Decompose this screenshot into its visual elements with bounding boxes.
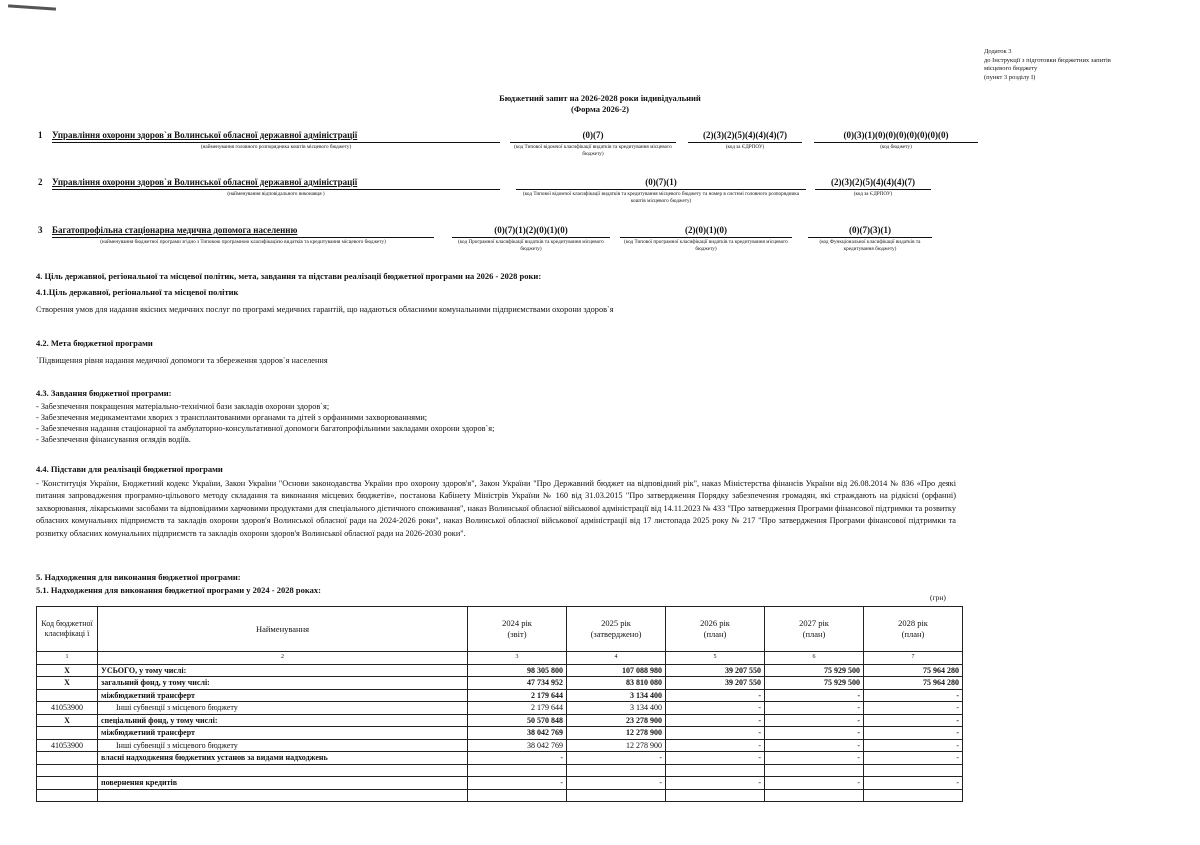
cell-code <box>37 752 98 765</box>
table-header-row <box>37 607 963 652</box>
cell-2024 <box>468 764 567 777</box>
table-row <box>37 677 963 690</box>
header-2025 <box>567 607 666 652</box>
cell-name <box>98 764 468 777</box>
row1-name-block <box>52 130 500 151</box>
cell-2028: - <box>864 777 963 790</box>
document-title <box>0 93 1200 115</box>
cell-code <box>37 764 98 777</box>
cell-2026: - <box>666 739 765 752</box>
cell-2028: 75 964 280 <box>864 677 963 690</box>
cell-2027: - <box>765 714 864 727</box>
cell-2026: 39 207 550 <box>666 677 765 690</box>
row3-typical-code: (2)(0)(1)(0) <box>620 225 792 238</box>
table-row <box>37 739 963 752</box>
task-item: - Забезпечення покращення матеріально-технічної бази закладів охорони здоров`я; <box>36 402 330 411</box>
row1-budget-code-caption: (код бюджету) <box>880 144 912 150</box>
appendix-line-3: місцевого бюджету <box>984 65 1038 72</box>
cell-2026: - <box>666 752 765 765</box>
row2-edrpou: (2)(3)(2)(5)(4)(4)(4)(7) <box>815 177 931 190</box>
cell-2027: - <box>765 689 864 702</box>
title-form: (Форма 2026-2) <box>571 104 629 114</box>
cell-2027: 75 929 500 <box>765 677 864 690</box>
cell-name: повернення кредитів <box>98 777 468 790</box>
header-2028-year: 2028 рік <box>898 618 928 628</box>
row3-name-block <box>52 225 434 246</box>
row2-name-block <box>52 177 500 198</box>
col-num-7: 7 <box>864 652 963 665</box>
header-2027-year: 2027 рік <box>799 618 829 628</box>
table-row <box>37 777 963 790</box>
table-row <box>37 664 963 677</box>
cell-code <box>37 777 98 790</box>
cell-2027: - <box>765 702 864 715</box>
col-num-1: 1 <box>37 652 98 665</box>
section42-heading: 4.2. Мета бюджетної програми <box>36 338 153 348</box>
table-row <box>37 752 963 765</box>
cell-2026: 39 207 550 <box>666 664 765 677</box>
col-num-3: 3 <box>468 652 567 665</box>
scan-mark <box>8 4 56 10</box>
row1-edrpou-caption: (код за ЄДРПОУ) <box>725 144 765 150</box>
header-2024-status: (звіт) <box>507 629 527 639</box>
cell-2025: 3 134 400 <box>567 689 666 702</box>
appendix-line-2: до Інструкції з підготовки бюджетних запитів <box>984 56 1111 64</box>
col-num-2: 2 <box>98 652 468 665</box>
cell-2026: - <box>666 702 765 715</box>
cell-2027 <box>765 789 864 802</box>
row3-typical-code-caption: (код Типової програмної класифікації видатків та кредитування місцевого бюджету) <box>624 239 788 252</box>
cell-2024: 2 179 644 <box>468 689 567 702</box>
column-number-row <box>37 652 963 665</box>
row3-program-code: (0)(7)(1)(2)(0)(1)(0) <box>452 225 610 238</box>
cell-2024: - <box>468 777 567 790</box>
section44-text: - 'Конституція України, Бюджетний кодекс України, Закон України "Основи законодавства України про охорону здоров'я", Закон України "Про Державний бюджет на відповідний рік", наказ Міністерства фінансів України від 26.08.2014 № 836 «Про деякі питання запровадження програмно-цільового методу складання та виконання місцевих бюджетів», постанова Кабінету Міністрів України № 160 від 31.03.2015 "Про затвердження Порядку забезпечення громадян, які страждають на рідкісні (орфанні) захворювання, лікарськими засобами та відповідними харчовими продуктами для спеціального дієтичного споживання", наказ Волинської обласної військової адміністрації від 14.11.2023 № 433 "Про затвердження Програми фінансової підтримки та розвитку обласних комунальних підприємств та закладів охорони здоров'я Волинської обласної ради на 2024-2026 роки", наказ Волинської обласної військової адміністрації від 17 листопада 2025 року № 217 "Про затвердження Програми фінансової підтримки та розвитку обласних комунальних підприємств та закладів охорони здоров'я Волинської обласної ради на 2026-2030 роки". <box>36 479 956 538</box>
table-row <box>37 727 963 740</box>
appendix-note <box>984 48 1184 82</box>
header-2027 <box>765 607 864 652</box>
row1-edrpou-block <box>688 130 802 151</box>
cell-2026 <box>666 764 765 777</box>
row2-code-block <box>516 177 806 205</box>
row2-edrpou-caption: (код за ЄДРПОУ) <box>853 191 893 197</box>
row3-typical-code-block <box>620 225 792 253</box>
header-2028 <box>864 607 963 652</box>
cell-2025: 83 810 080 <box>567 677 666 690</box>
row1-name-caption: (найменування головного розпорядника коштів місцевого бюджету) <box>200 144 352 150</box>
cell-2024: 98 305 800 <box>468 664 567 677</box>
cell-2025: - <box>567 752 666 765</box>
cell-2024: - <box>468 752 567 765</box>
header-2026-status: (план) <box>703 629 727 639</box>
row1-code-caption: (код Типової відомчої класифікації видатків та кредитування місцевого бюджету) <box>514 144 672 157</box>
row1-number: 1 <box>38 130 43 140</box>
cell-2026: - <box>666 777 765 790</box>
cell-2024 <box>468 789 567 802</box>
cell-2025: 12 278 900 <box>567 727 666 740</box>
cell-2028 <box>864 764 963 777</box>
row1-budget-code-block <box>814 130 978 151</box>
section41-text: Створення умов для надання якісних медичних послуг по програмі медичних гарантій, що надаються обласними комунальними підприємствами охорони здоров`я <box>36 305 614 314</box>
col-num-6: 6 <box>765 652 864 665</box>
row1-code: (0)(7) <box>510 130 676 143</box>
cell-2026: - <box>666 727 765 740</box>
cell-2027 <box>765 764 864 777</box>
appendix-line-1: Додаток 3 <box>984 48 1012 55</box>
row1-code-block <box>510 130 676 158</box>
cell-2024: 50 570 848 <box>468 714 567 727</box>
header-2024-year: 2024 рік <box>502 618 532 628</box>
section51-heading: 5.1. Надходження для виконання бюджетної програми у 2024 - 2028 роках: <box>36 585 321 595</box>
header-2026 <box>666 607 765 652</box>
cell-2024: 47 734 952 <box>468 677 567 690</box>
cell-name <box>98 789 468 802</box>
row3-name: Багатопрофільна стаціонарна медична допомога населенню <box>52 225 434 238</box>
cell-name: міжбюджетний трансферт <box>98 727 468 740</box>
row2-number: 2 <box>38 177 43 187</box>
row2-name: Управління охорони здоров`я Волинської обласної державної адміністрації <box>52 177 500 190</box>
header-2024 <box>468 607 567 652</box>
cell-name: спеціальний фонд, у тому числі: <box>98 714 468 727</box>
cell-code <box>37 727 98 740</box>
header-2025-year: 2025 рік <box>601 618 631 628</box>
row3-name-caption: (найменування бюджетної програми згідно з Типовою програмною класифікацією видатків та кредитування місцевого бюджету) <box>100 239 386 245</box>
cell-2026: - <box>666 689 765 702</box>
cell-2028: - <box>864 702 963 715</box>
section4-heading: 4. Ціль державної, регіональної та місцевої політик, мета, завдання та підстави реалізації бюджетної програми на 2026 - 2028 роки: <box>36 271 542 281</box>
cell-2027: - <box>765 777 864 790</box>
header-2027-status: (план) <box>802 629 826 639</box>
row2-code-caption: (код Типової відомчої класифікації видатків та кредитування місцевого бюджету та номер в системі головного розпорядника коштів місцевого бюджету) <box>522 191 800 204</box>
cell-2025 <box>567 789 666 802</box>
cell-2028 <box>864 789 963 802</box>
cell-2026: - <box>666 714 765 727</box>
cell-2027: - <box>765 727 864 740</box>
cell-code: 41053900 <box>37 702 98 715</box>
col-num-4: 4 <box>567 652 666 665</box>
section43-task-list <box>36 401 494 445</box>
cell-2028: - <box>864 689 963 702</box>
cell-2028: - <box>864 714 963 727</box>
appendix-line-4: (пункт 3 розділу I) <box>984 73 1036 81</box>
cell-2025: 3 134 400 <box>567 702 666 715</box>
header-name: Найменування <box>98 607 468 652</box>
cell-name: Інші субвенції з місцевого бюджету <box>98 739 468 752</box>
section42-text: `Підвищення рівня надання медичної допомоги та збереження здоров`я населення <box>36 356 328 365</box>
cell-code: 41053900 <box>37 739 98 752</box>
cell-2025: - <box>567 777 666 790</box>
section44-heading: 4.4. Підстави для реалізації бюджетної програми <box>36 464 223 474</box>
cell-2028: 75 964 280 <box>864 664 963 677</box>
cell-2027: - <box>765 752 864 765</box>
section5-heading: 5. Надходження для виконання бюджетної програми: <box>36 572 241 582</box>
cell-code <box>37 789 98 802</box>
cell-2028: - <box>864 739 963 752</box>
row1-budget-code: (0)(3)(1)(0)(0)(0)(0)(0)(0)(0) <box>814 130 978 143</box>
header-2026-year: 2026 рік <box>700 618 730 628</box>
table-row <box>37 702 963 715</box>
row2-code: (0)(7)(1) <box>516 177 806 190</box>
cell-2025 <box>567 764 666 777</box>
title-main: Бюджетний запит на 2026-2028 роки індивідуальний <box>499 93 701 103</box>
table-row <box>37 789 963 802</box>
cell-2028: - <box>864 752 963 765</box>
row2-edrpou-block <box>815 177 931 198</box>
row3-program-code-block <box>452 225 610 253</box>
cell-code <box>37 689 98 702</box>
cell-2028: - <box>864 727 963 740</box>
cell-2024: 38 042 769 <box>468 727 567 740</box>
cell-2024: 38 042 769 <box>468 739 567 752</box>
cell-name: Інші субвенції з місцевого бюджету <box>98 702 468 715</box>
cell-2027: 75 929 500 <box>765 664 864 677</box>
table-row <box>37 689 963 702</box>
task-item: - Забезпечення медикаментами хворих з трансплантованими органами та дітей з орфанними захворюваннями; <box>36 413 428 422</box>
row3-number: 3 <box>38 225 43 235</box>
currency-unit: (грн) <box>930 593 946 602</box>
header-2025-status: (затверджено) <box>590 629 642 639</box>
cell-2024: 2 179 644 <box>468 702 567 715</box>
cell-2026 <box>666 789 765 802</box>
task-item: - Забезпечення фінансування оглядів водіїв. <box>36 435 191 444</box>
revenue-table <box>36 606 963 802</box>
row3-functional-code-caption: (код Функціональної класифікації видатків та кредитування бюджету) <box>819 239 921 252</box>
cell-name: міжбюджетний трансферт <box>98 689 468 702</box>
row1-name: Управління охорони здоров`я Волинської обласної державної адміністрації <box>52 130 500 143</box>
cell-name: УСЬОГО, у тому числі: <box>98 664 468 677</box>
row3-functional-code-block <box>808 225 932 253</box>
cell-code: X <box>37 664 98 677</box>
task-item: - Забезпечення надання стаціонарної та амбулаторно-консультативної допомоги багатопрофільними закладами охорони здоров`я; <box>36 424 495 433</box>
row2-name-caption: (найменування відповідального виконавця ) <box>227 191 325 197</box>
cell-name: власні надходження бюджетних установ за видами надходжень <box>98 752 468 765</box>
section43-heading: 4.3. Завдання бюджетної програми: <box>36 388 172 398</box>
header-code: Код бюджетної класифікаці ї <box>37 607 98 652</box>
cell-2025: 107 088 980 <box>567 664 666 677</box>
cell-name: загальний фонд, у тому числі: <box>98 677 468 690</box>
cell-2025: 23 278 900 <box>567 714 666 727</box>
row3-functional-code: (0)(7)(3)(1) <box>808 225 932 238</box>
header-2028-status: (план) <box>901 629 925 639</box>
cell-code: X <box>37 677 98 690</box>
row3-program-code-caption: (код Програмної класифікації видатків та кредитування місцевого бюджету) <box>458 239 604 252</box>
cell-2025: 12 278 900 <box>567 739 666 752</box>
table-row <box>37 764 963 777</box>
cell-code: X <box>37 714 98 727</box>
cell-2027: - <box>765 739 864 752</box>
row1-edrpou: (2)(3)(2)(5)(4)(4)(4)(7) <box>688 130 802 143</box>
section41-heading: 4.1.Ціль державної, регіональної та місцевої політик <box>36 287 239 297</box>
col-num-5: 5 <box>666 652 765 665</box>
table-row <box>37 714 963 727</box>
